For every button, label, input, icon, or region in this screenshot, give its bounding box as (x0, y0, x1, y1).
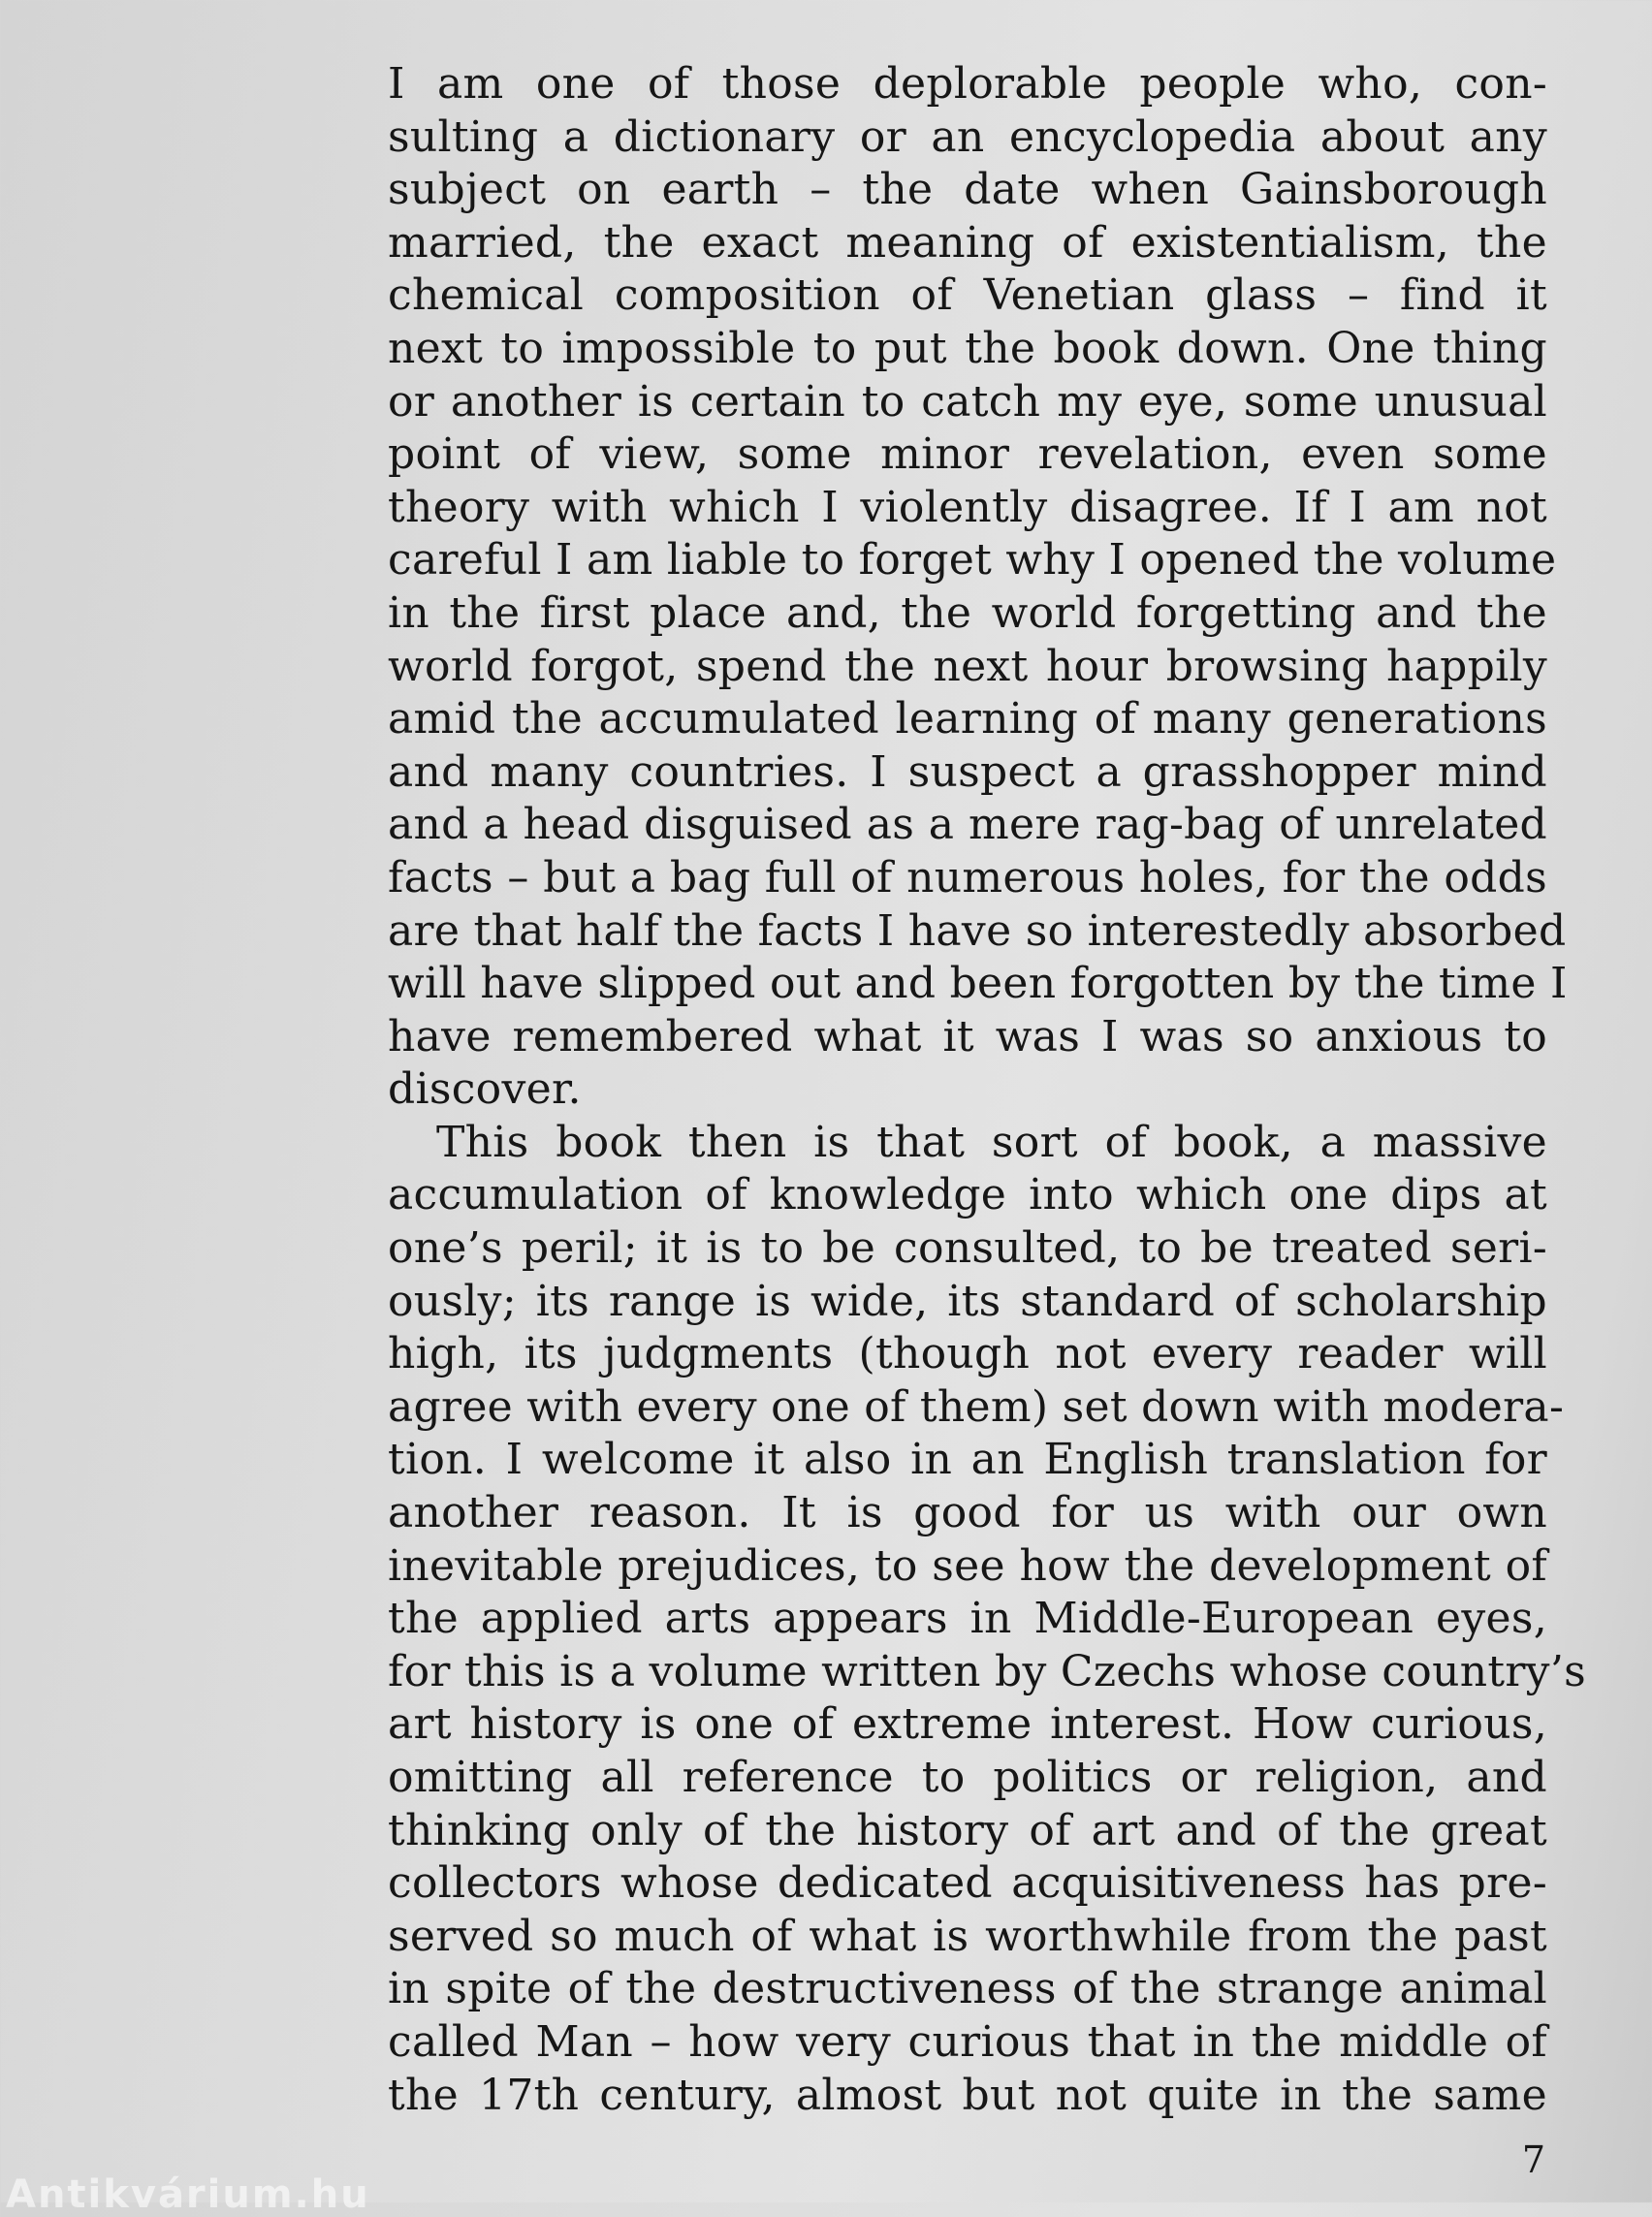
text-line: have remembered what it was I was so anxious to (388, 1011, 1547, 1061)
paragraph (388, 58, 1568, 1117)
text-line: sulting a dictionary or an encyclopedia about any (388, 111, 1547, 162)
text-line: called Man – how very curious that in the middle of (388, 2016, 1547, 2067)
text-line: accumulation of knowledge into which one dips at (388, 1170, 1547, 1220)
text-line: and a head disguised as a mere rag-bag of unrelated (388, 800, 1547, 850)
text-line: art history is one of extreme interest. How curious, (388, 1699, 1547, 1750)
text-line: thinking only of the history of art and of the great (388, 1805, 1547, 1855)
text-line: in the first place and, the world forgetting and the (388, 587, 1547, 638)
text-line: ously; its range is wide, its standard of scholarship (388, 1276, 1547, 1326)
text-line: served so much of what is worthwhile from the past (388, 1911, 1547, 1961)
text-line: another reason. It is good for us with our own (388, 1488, 1547, 1538)
text-block (388, 58, 1586, 2122)
text-line: the 17th century, almost but not quite in the same (388, 2070, 1547, 2120)
text-line: one’s peril; it is to be consulted, to be treated seri- (388, 1223, 1547, 1274)
text-line: high, its judgments (though not every reader will (388, 1329, 1547, 1379)
text-line: and many countries. I suspect a grasshopper mind (388, 746, 1547, 797)
text-line: amid the accumulated learning of many generations (388, 694, 1547, 744)
text-line: inevitable prejudices, to see how the development of (388, 1540, 1547, 1591)
text-line: chemical composition of Venetian glass – find it (388, 270, 1547, 321)
text-line: omitting all reference to politics or religion, and (388, 1753, 1547, 1802)
text-line: next to impossible to put the book down. One thing (388, 323, 1547, 373)
text-line: the applied arts appears in Middle-European eyes, (388, 1594, 1547, 1644)
text-line: I am one of those deplorable people who, con- (388, 59, 1547, 109)
page-number: 7 (1521, 2138, 1545, 2181)
paragraph (388, 1117, 1586, 2122)
text-line: married, the exact meaning of existentialism, the (388, 217, 1547, 268)
watermark: Antikvárium.hu (6, 2172, 370, 2217)
text-line: point of view, some minor revelation, even some (388, 429, 1547, 480)
text-line: world forgot, spend the next hour browsing happily (388, 641, 1547, 691)
text-line: in spite of the destructiveness of the strange animal (388, 1964, 1547, 2014)
text-line: are that half the facts I have so interestedly absorbed (388, 905, 1567, 956)
text-line: tion. I welcome it also in an English translation for (388, 1435, 1547, 1485)
text-line: for this is a volume written by Czechs whose country’s (388, 1646, 1586, 1696)
text-line: discover. (388, 1064, 582, 1115)
text-line: theory with which I violently disagree. If I am not (388, 482, 1547, 532)
text-line: will have slipped out and been forgotten by the time I (388, 959, 1568, 1009)
text-line: agree with every one of them) set down with modera- (388, 1381, 1565, 1432)
text-line: careful I am liable to forget why I opened the volume (388, 535, 1557, 586)
text-line: subject on earth – the date when Gainsborough (388, 165, 1547, 215)
text-line: or another is certain to catch my eye, some unusual (388, 376, 1547, 427)
text-line: collectors whose dedicated acquisitiveness has pre- (388, 1858, 1547, 1909)
text-line: facts – but a bag full of numerous holes, for the odds (388, 852, 1547, 903)
text-line: This book then is that sort of book, a massive (436, 1117, 1547, 1167)
